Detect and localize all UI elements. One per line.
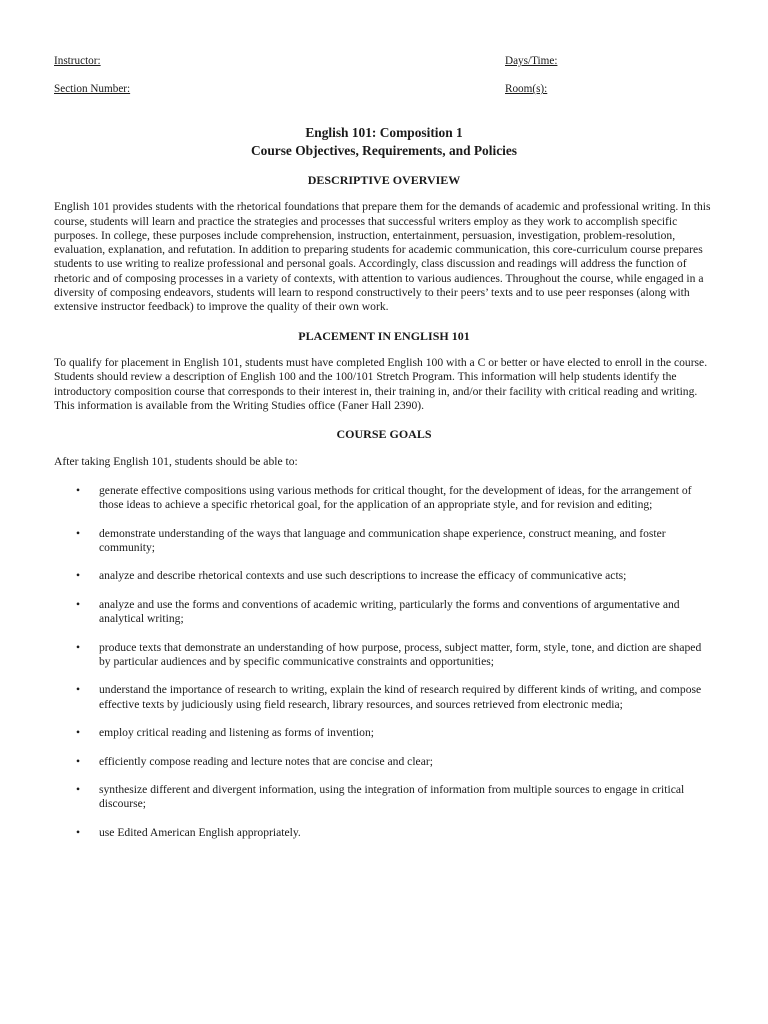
- goal-item: [54, 484, 714, 513]
- goal-text: generate effective compositions using various methods for critical thought, for the development of ideas, for the arrangement of those ideas to achieve a specific rhetorical goal, for the application of an appropriate style, and for revision and editing;: [99, 483, 692, 512]
- bullet-icon: •: [76, 597, 81, 611]
- document-title: [54, 124, 714, 160]
- goal-item: [54, 641, 714, 670]
- goal-text: employ critical reading and listening as forms of invention;: [99, 726, 374, 740]
- goal-text: analyze and describe rhetorical contexts and use such descriptions to increase the efficacy of communicative acts;: [99, 569, 627, 583]
- section-number-label: Section Number:: [54, 83, 131, 95]
- goal-text: efficiently compose reading and lecture notes that are concise and clear;: [99, 754, 433, 768]
- header-row-top: [54, 54, 714, 70]
- header-row-bottom: [54, 82, 714, 98]
- title-line-2: Course Objectives, Requirements, and Policies: [250, 143, 518, 158]
- days-time-label: Days/Time:: [505, 55, 558, 67]
- bullet-icon: •: [76, 726, 81, 740]
- goals-intro: After taking English 101, students should be able to:: [54, 455, 298, 469]
- goal-item: [54, 598, 714, 627]
- bullet-icon: •: [76, 526, 81, 540]
- bullet-icon: •: [76, 683, 81, 697]
- bullet-icon: •: [76, 640, 81, 654]
- placement-paragraph: To qualify for placement in English 101, students must have completed English 100 with a C or better or have elected to enroll in the course. Students should review a description of English 100 and the 100/101 Stretch Program. This information will help students identify the introductory composition course that corresponds to their interest in, their training in, and/or their facility with critical reading and writing. This information is available from the Writing Studies office (Faner Hall 2390).: [54, 355, 708, 412]
- bullet-icon: •: [76, 783, 81, 797]
- bullet-icon: •: [76, 754, 81, 768]
- goal-text: demonstrate understanding of the ways that language and communication shape experience, construct meaning, and foster community;: [99, 526, 666, 554]
- goal-text: synthesize different and divergent information, using the integration of information from multiple sources to engage in critical discourse;: [99, 783, 685, 811]
- goal-item: [54, 726, 714, 740]
- bullet-icon: •: [76, 825, 81, 839]
- goal-item: [54, 826, 714, 840]
- rooms-label: Room(s):: [505, 83, 548, 95]
- instructor-label: Instructor:: [54, 55, 101, 67]
- goal-item: [54, 783, 714, 812]
- goal-item: [54, 755, 714, 769]
- bullet-icon: •: [76, 569, 81, 583]
- bullet-icon: •: [76, 483, 81, 497]
- overview-paragraph: English 101 provides students with the rhetorical foundations that prepare them for the demands of academic and professional writing. In this course, students will learn and practice the strategies and processes that successful writers employ as they work to accomplish specific purposes. In college, these purposes include comprehension, instruction, entertainment, persuasion, investigation, problem-resolution, evaluation, explanation, and refutation. In addition to preparing students for academic communication, this core-curriculum course prepares students to use writing to realize professional and personal goals. Accordingly, class discussion and readings will address the function of rhetoric and of composing processes in a variety of contexts, with attention to various audiences. Throughout the course, while engaged in a diversity of composing endeavors, students will learn to respond constructively to their peers’ texts and to use peer responses (along with extensive instructor feedback) to improve the quality of their own work.: [54, 200, 711, 314]
- placement-heading: PLACEMENT IN ENGLISH 101: [298, 328, 470, 343]
- goal-text: understand the importance of research to writing, explain the kind of research required by different kinds of writing, and compose effective texts by judiciously using field research, library resources, and sources retrieved from electronic media;: [99, 683, 702, 711]
- goals-heading: COURSE GOALS: [336, 427, 432, 442]
- goal-item: [54, 569, 714, 583]
- goal-text: analyze and use the forms and conventions of academic writing, particularly the forms and conventions of argumentative and analytical writing;: [99, 597, 680, 626]
- goal-text: produce texts that demonstrate an understanding of how purpose, process, subject matter, form, style, tone, and diction are shaped by particular audiences and by specific communicative constraints and opportunities;: [99, 640, 702, 668]
- goals-list: [54, 484, 714, 840]
- title-line-1: English 101: Composition 1: [305, 125, 463, 140]
- overview-heading: DESCRIPTIVE OVERVIEW: [307, 173, 461, 187]
- goal-text: use Edited American English appropriately.: [99, 825, 301, 839]
- goal-item: [54, 527, 714, 556]
- goal-item: [54, 683, 714, 712]
